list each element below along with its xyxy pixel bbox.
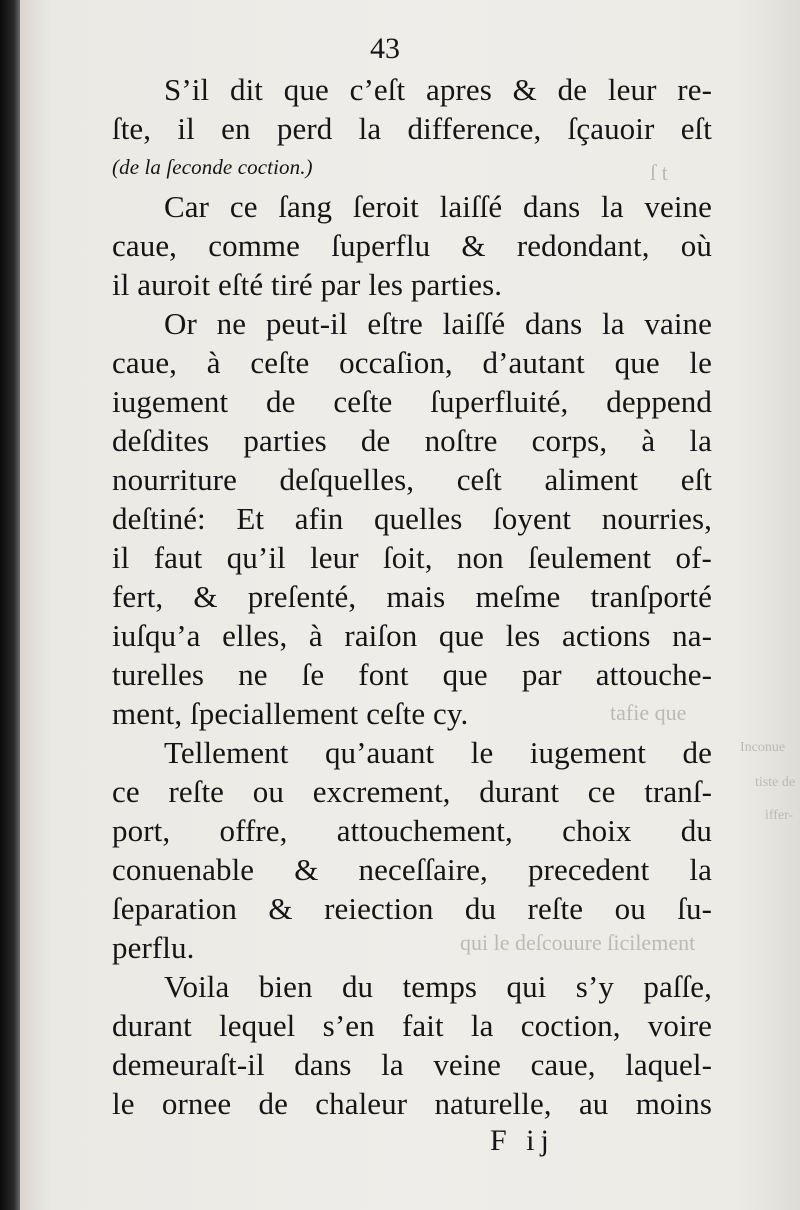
text-line: ſeparation & reiection du reſte ou ſu- bbox=[112, 891, 712, 926]
text-line: S’il dit que c’eſt apres & de leur re- bbox=[164, 72, 712, 107]
bleed-through-margin-note: Inconue bbox=[740, 740, 786, 755]
book-page bbox=[20, 0, 800, 1210]
text-line: demeuraſt-il dans la veine caue, laquel- bbox=[112, 1047, 712, 1082]
text-line: perflu. bbox=[112, 930, 195, 965]
text-line: ce reſte ou excrement, durant ce tranſ- bbox=[112, 774, 712, 809]
printer-signature-mark: F ij bbox=[490, 1124, 555, 1157]
text-line: turelles ne ſe font que par attouche- bbox=[112, 657, 712, 692]
text-line: iuſqu’a elles, à raiſon que les actions na- bbox=[112, 618, 712, 653]
text-line: ſte, il en perd la difference, ſçauoir eſt bbox=[112, 111, 712, 146]
book-binding-edge bbox=[0, 0, 20, 1210]
text-line: il faut qu’il leur ſoit, non ſeulement of- bbox=[112, 540, 712, 575]
text-line: (de la ſeconde coction.) bbox=[112, 155, 313, 179]
page-number: 43 bbox=[370, 32, 400, 65]
bleed-through-margin-note: tiste de bbox=[755, 775, 796, 790]
text-line: Voila bien du temps qui s’y paſſe, bbox=[164, 969, 712, 1004]
text-line: port, offre, attouchement, choix du bbox=[112, 813, 712, 848]
text-line: deſdites parties de noſtre corps, à la bbox=[112, 423, 712, 458]
text-line: iugement de ceſte ſuperfluité, deppend bbox=[112, 384, 712, 419]
bleed-through-margin-note: iffer- bbox=[765, 808, 794, 823]
bleed-through-text: ſ t bbox=[650, 160, 668, 185]
text-line: fert, & preſenté, mais meſme tranſporté bbox=[112, 579, 712, 614]
text-line: il auroit eſté tiré par les parties. bbox=[112, 267, 503, 302]
text-line: ment, ſpeciallement ceſte cy. bbox=[112, 696, 469, 731]
text-line: caue, à ceſte occaſion, d’autant que le bbox=[112, 345, 712, 380]
text-line: Car ce ſang ſeroit laiſſé dans la veine bbox=[164, 189, 712, 224]
body-text bbox=[112, 70, 712, 1123]
text-line: conuenable & neceſſaire, precedent la bbox=[112, 852, 712, 887]
text-line: Or ne peut-il eſtre laiſſé dans la vaine bbox=[164, 306, 712, 341]
text-line: durant lequel s’en fait la coction, voire bbox=[112, 1008, 712, 1043]
text-line: deſtiné: Et afin quelles ſoyent nourries, bbox=[112, 501, 712, 536]
bleed-through-text: qui le deſcouure ſicilement bbox=[460, 930, 696, 955]
text-line: nourriture deſquelles, ceſt aliment eſt bbox=[112, 462, 712, 497]
text-line: Tellement qu’auant le iugement de bbox=[164, 735, 712, 770]
bleed-through-text: tafie que bbox=[610, 700, 687, 725]
text-line: le ornee de chaleur naturelle, au moins bbox=[112, 1086, 712, 1121]
text-line: caue, comme ſuperflu & redondant, où bbox=[112, 228, 712, 263]
